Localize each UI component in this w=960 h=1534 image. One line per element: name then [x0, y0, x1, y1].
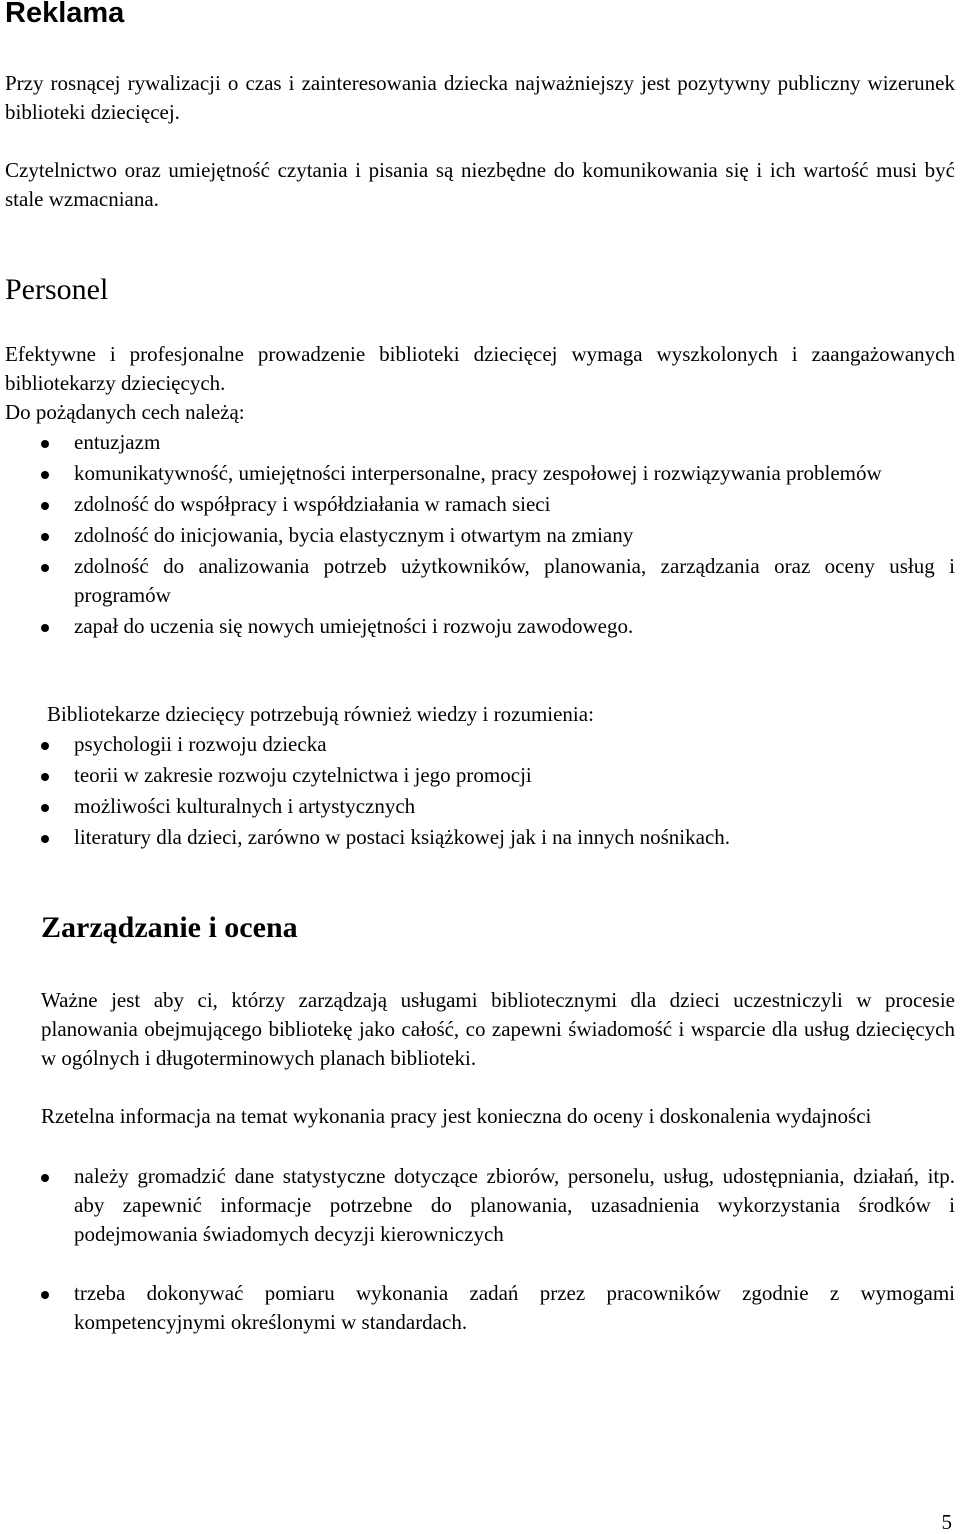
bullet-icon	[41, 742, 49, 750]
bullet-icon	[41, 533, 49, 541]
list-item: zapał do uczenia się nowych umiejętności i rozwoju zawodowego.	[0, 612, 955, 641]
knowledge-label: Bibliotekarze dziecięcy potrzebują również wiedzy i rozumienia:	[47, 702, 594, 726]
bullet-icon	[41, 804, 49, 812]
list-item: możliwości kulturalnych i artystycznych	[0, 792, 955, 821]
zarzadzanie-paragraph-2: Rzetelna informacja na temat wykonania pracy jest konieczna do oceny i doskonalenia wydajności	[41, 1104, 872, 1128]
zarzadzanie-list	[0, 1162, 955, 1337]
heading-personel: Personel	[5, 273, 109, 306]
bullet-icon	[41, 624, 49, 632]
list-item: trzeba dokonywać pomiaru wykonania zadań przez pracowników zgodnie z wymogami kompetencyjnymi określonymi w standardach.	[0, 1279, 955, 1337]
bullet-icon	[41, 835, 49, 843]
zarzadzanie-paragraph-1: Ważne jest aby ci, którzy zarządzają usługami bibliotecznymi dla dzieci uczestniczyli w procesie planowania obejmującego bibliotekę jako całość, co zapewni świadomość i wsparcie dla usług dziecięcych w ogólnych i długoterminowych planach biblioteki.	[41, 988, 955, 1070]
personel-intro: Efektywne i profesjonalne prowadzenie biblioteki dziecięcej wymaga wyszkolonych i zaangażowanych bibliotekarzy dziecięcych.	[5, 342, 955, 395]
list-item: komunikatywność, umiejętności interpersonalne, pracy zespołowej i rozwiązywania problemów	[0, 459, 955, 488]
bullet-icon	[41, 1291, 49, 1299]
knowledge-list	[0, 730, 955, 852]
list-item: teorii w zakresie rozwoju czytelnictwa i jego promocji	[0, 761, 955, 790]
reklama-paragraph-1: Przy rosnącej rywalizacji o czas i zainteresowania dziecka najważniejszy jest pozytywny publiczny wizerunek biblioteki dziecięcej.	[5, 71, 955, 124]
list-item: zdolność do współpracy i współdziałania w ramach sieci	[0, 490, 955, 519]
list-item: zdolność do analizowania potrzeb użytkowników, planowania, zarządzania oraz oceny usług i programów	[0, 552, 955, 610]
list-item: entuzjazm	[0, 428, 955, 457]
traits-label: Do pożądanych cech należą:	[5, 400, 245, 424]
bullet-icon	[41, 564, 49, 572]
list-item: psychologii i rozwoju dziecka	[0, 730, 955, 759]
heading-reklama: Reklama	[5, 0, 125, 29]
list-item: należy gromadzić dane statystyczne dotyczące zbiorów, personelu, usług, udostępniania, działań, itp. aby zapewnić informacje potrzebne do planowania, uzasadnienia wykorzystania środków i podejmowania świadomych decyzji kierowniczych	[0, 1162, 955, 1249]
heading-zarzadzanie: Zarządzanie i ocena	[41, 911, 298, 944]
bullet-icon	[41, 471, 49, 479]
bullet-icon	[41, 773, 49, 781]
page-number: 5	[941, 1510, 952, 1534]
reklama-paragraph-2: Czytelnictwo oraz umiejętność czytania i pisania są niezbędne do komunikowania się i ich wartość musi być stale wzmacniana.	[5, 158, 955, 211]
list-item: literatury dla dzieci, zarówno w postaci książkowej jak i na innych nośnikach.	[0, 823, 955, 852]
list-item: zdolność do inicjowania, bycia elastycznym i otwartym na zmiany	[0, 521, 955, 550]
bullet-icon	[41, 502, 49, 510]
traits-list	[0, 428, 955, 641]
bullet-icon	[41, 1174, 49, 1182]
bullet-icon	[41, 440, 49, 448]
